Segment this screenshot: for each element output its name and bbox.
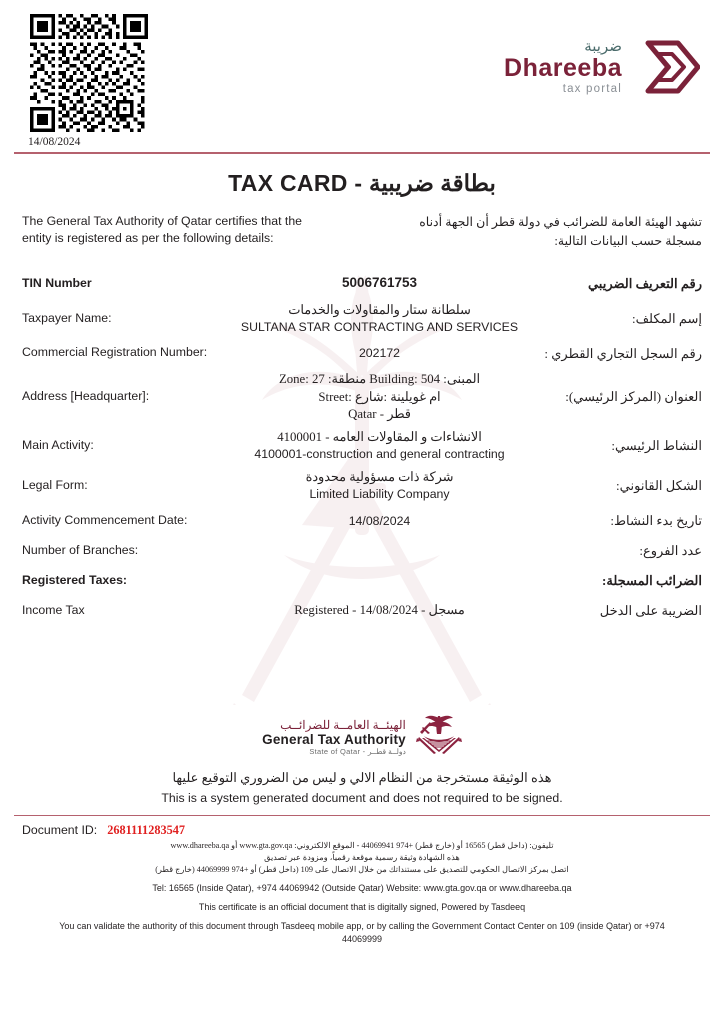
field-label-registered-taxes-arabic: الضرائب المسجلة: [602,573,702,589]
page-title: TAX CARD - بطاقة ضريبية [228,170,496,196]
field-label-registered-taxes: Registered Taxes: [22,573,128,587]
field-label-main-activity-arabic: النشاط الرئيسي: [611,438,702,454]
dhareeba-arabic-label: ضريبة [584,37,622,55]
field-value-taxpayer-name-arabic: سلطانة ستار والمقاولات والخدمات [288,302,471,317]
general-tax-authority-logo [0,712,724,756]
footer-divider [14,815,710,817]
dhareeba-tagline: tax portal [562,82,622,95]
field-label-taxpayer-name: Taxpayer Name: [22,310,112,325]
field-label-commercial-registration-number-arabic: رقم السجل التجاري القطري : [544,345,702,361]
taxpayer-details-table [22,269,702,626]
field-label-activity-commencement-date-arabic: تاريخ بدء النشاط: [610,513,702,529]
field-value-legal-form-arabic: شركة ذات مسؤولية محدودة [305,470,454,485]
field-value-tin-number: 5006761753 [341,275,418,291]
document-id-label: Document ID: [22,823,98,838]
field-value-address-line-3: Qatar - قطر [348,406,411,421]
field-value-taxpayer-name-english: SULTANA STAR CONTRACTING AND SERVICES [240,319,519,334]
field-label-address-headquarter-arabic: العنوان (المركز الرئيسي): [565,389,702,405]
table-row [22,566,702,596]
qatar-state-emblem-icon [416,712,462,756]
certification-statement-arabic: تشهد الهيئة العامة للضرائب في دولة قطر أن الجهة أدناه مسجلة حسب البيانات التالية: [419,215,702,248]
gta-english-name: General Tax Authority [262,731,406,747]
field-label-activity-commencement-date: Activity Commencement Date: [22,513,188,527]
footer-contact-info [40,840,684,946]
gta-state-line: State of Qatar - دولــة قطــر [309,747,406,756]
field-label-legal-form-arabic: الشكل القانوني: [616,478,702,494]
disclaimer-arabic: هذه الوثيقة مستخرجة من النظام الالي و ليس من الضروري التوقيع عليها [172,769,552,785]
contact-english-line-2: This certificate is an official document that is digitally signed, Powered by Tasdeeq [198,901,526,912]
field-value-address-line-1: Zone: 27 :منطقة Building: 504 :المبنى [278,372,481,387]
table-row [22,299,702,339]
field-value-address-line-2: Street: ام غويلينة :شارع [318,389,441,404]
field-value-main-activity-english: 4100001-construction and general contracting [254,447,505,462]
document-header [0,0,724,152]
field-value-main-activity-arabic: الانشاءات و المقاولات العامه - 4100001 [277,430,482,445]
field-label-number-of-branches-arabic: عدد الفروع: [639,543,702,559]
document-id-row [22,823,702,838]
field-label-commercial-registration-number: Commercial Registration Number: [22,345,208,360]
table-row [22,426,702,466]
table-row [22,506,702,536]
certification-statement [22,213,702,251]
contact-english-line-1: Tel: 16565 (Inside Qatar), +974 44069942 (Outside Qatar) Website: www.gta.gov.qa or www.dhareeba.qa [152,882,572,893]
field-label-income-tax-arabic: الضريبة على الدخل [599,603,702,619]
field-value-activity-commencement-date: 14/08/2024 [348,513,411,528]
field-label-income-tax: Income Tax [22,603,85,617]
dhareeba-logo [504,38,700,96]
gta-arabic-name: الهيئــة العامــة للضرائــب [280,718,406,733]
field-label-main-activity: Main Activity: [22,438,94,453]
disclaimer-english: This is a system generated document and does not required to be signed. [161,790,563,805]
certification-statement-english: The General Tax Authority of Qatar certifies that the entity is registered as per the following details: [22,214,303,245]
table-row [22,536,702,566]
dhareeba-name: Dhareeba [504,53,622,82]
contact-arabic-line-3: اتصل بمركز الاتصال الحكومي للتصديق على مستنداتك من خلال الاتصال على 109 (داخل قطر) أو +974 44069999 (خارج قطر) [155,865,569,875]
header-divider [14,152,710,154]
system-generated-disclaimer [0,768,724,805]
field-value-income-tax-status: Registered - 14/08/2024 - مسجل [294,603,465,618]
qr-code [30,14,148,132]
field-label-address-headquarter: Address [Headquarter]: [22,389,150,404]
contact-english-line-3: You can validate the authority of this document through Tasdeeq mobile app, or by calling the Government Contact Center on 109 (inside Qatar) or +974 44069999 [59,921,665,945]
field-label-tin-number: TIN Number [22,275,92,290]
dhareeba-chevron-icon [638,38,700,96]
contact-arabic-line-1: تليفون: (داخل قطر) 16565 أو (خارج قطر) +974 44069941 - الموقع الالكتروني: www.gta.gov.qa أو www.dhareeba.qa [170,841,554,851]
field-label-tin-number-arabic: رقم التعريف الضريبي [587,275,702,291]
field-label-number-of-branches: Number of Branches: [22,543,139,557]
field-label-legal-form: Legal Form: [22,478,88,493]
table-row [22,338,702,368]
field-label-taxpayer-name-arabic: إسم المكلف: [631,310,702,326]
field-value-commercial-registration-number: 202172 [358,346,401,361]
table-row [22,466,702,506]
table-row [22,269,702,299]
document-id-value: 2681111283547 [107,823,186,838]
qr-issue-date: 14/08/2024 [28,136,81,148]
table-row [22,596,702,626]
table-row [22,368,702,426]
contact-arabic-line-2: هذه الشهادة وثيقة رسمية موقعة رقمياً، ومزودة عبر تصديق [264,853,460,863]
field-value-legal-form-english: Limited Liability Company [309,487,450,502]
